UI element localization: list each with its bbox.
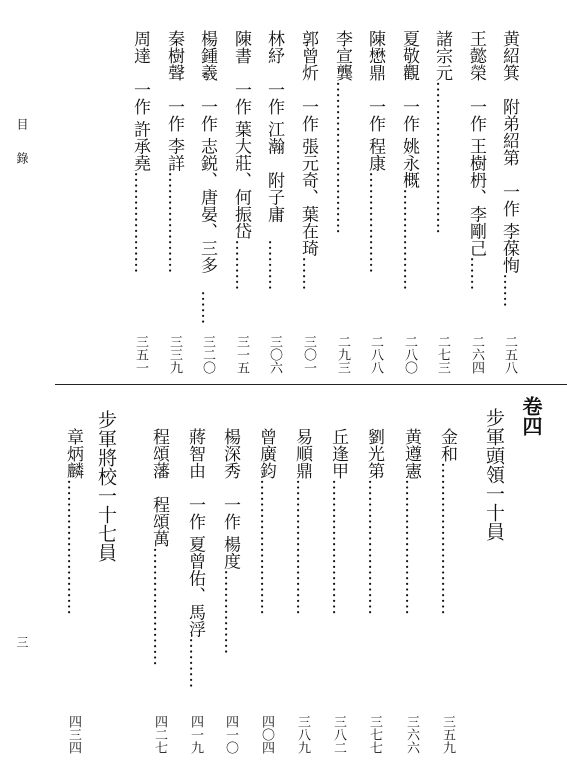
entry-page: 三八二 <box>331 715 346 754</box>
entry-row: 林紓 一作 江瀚 附子庸 ……… <box>264 30 284 291</box>
entry-row: 程頌藩 程頌萬………………… <box>149 428 169 666</box>
section-divider <box>55 384 567 385</box>
entry-row: 陳懋鼎 一作 程康……………… <box>365 30 385 274</box>
entry-row: 丘逢甲…………………… <box>328 428 348 615</box>
entry-row: 劉光第…………………… <box>364 428 384 615</box>
entry-row: 王懿榮 一作 王樹枬、李剛己…… <box>466 30 486 291</box>
entry-row: 周達 一作 許承堯……………… <box>130 30 150 274</box>
entry-row: 黄紹箕 附弟紹第 一作 李葆恂…… <box>499 30 519 308</box>
entry-page: 三〇一 <box>301 335 316 374</box>
entry-page: 三五九 <box>440 715 455 754</box>
entry-page: 二五八 <box>502 335 517 374</box>
entry-page: 四三四 <box>66 715 81 754</box>
entry-page: 二九三 <box>335 335 350 374</box>
entry-row: 金和……………………… <box>437 428 457 615</box>
entry-page: 二七三 <box>435 335 450 374</box>
volume-title: 卷四 <box>519 396 543 436</box>
entry-page: 三五一 <box>133 335 148 374</box>
entry-page: 二八〇 <box>402 335 417 374</box>
entry-page: 二八八 <box>368 335 383 374</box>
entry-row: 郭曾炘 一作 張元奇、葉在琦…… <box>298 30 318 291</box>
entry-page: 二六四 <box>469 335 484 374</box>
entry-row: 蔣智由 一作 夏曾佑、馬浮……… <box>185 428 205 689</box>
entry-row: 曾廣鈞…………………… <box>256 428 276 615</box>
entry-page: 四〇四 <box>259 715 274 754</box>
entry-row: 李宣龔……………………… <box>332 30 352 234</box>
entry-page: 三七七 <box>367 715 382 754</box>
entry-page: 三〇六 <box>267 335 282 374</box>
entry-page: 三一五 <box>234 335 249 374</box>
entry-page: 四一〇 <box>223 715 238 754</box>
entry-row: 秦樹聲 一作 李詳……………… <box>164 30 184 274</box>
section-heading: 步軍頭領一十員 <box>483 408 505 541</box>
page-number: 三 <box>15 636 29 648</box>
section-heading: 步軍將校一十七員 <box>95 410 117 562</box>
entry-row: 楊深秀 一作 楊度…………… <box>220 428 240 655</box>
entry-row: 章炳麟…………………… <box>63 428 83 615</box>
entry-page: 三六六 <box>404 715 419 754</box>
entry-page: 三二〇 <box>200 335 215 374</box>
entry-row: 楊鍾羲 一作 志鋭、唐晏、三多 …… <box>197 30 217 325</box>
entry-page: 三三九 <box>167 335 182 374</box>
entry-page: 四一九 <box>188 715 203 754</box>
entry-page: 三八九 <box>295 715 310 754</box>
entry-row: 易順鼎…………………… <box>292 428 312 615</box>
entry-row: 夏敬觀 一作 姚永概……………… <box>399 30 419 291</box>
entry-row: 陳書 一作 葉大莊、何振岱……… <box>231 30 251 291</box>
contents-label-first: 目 <box>15 118 29 130</box>
entry-row: 諸宗元……………………… <box>432 30 452 234</box>
entry-row: 黄遵憲…………………… <box>401 428 421 615</box>
contents-label-second: 錄 <box>15 152 29 164</box>
entry-page: 四二七 <box>152 715 167 754</box>
